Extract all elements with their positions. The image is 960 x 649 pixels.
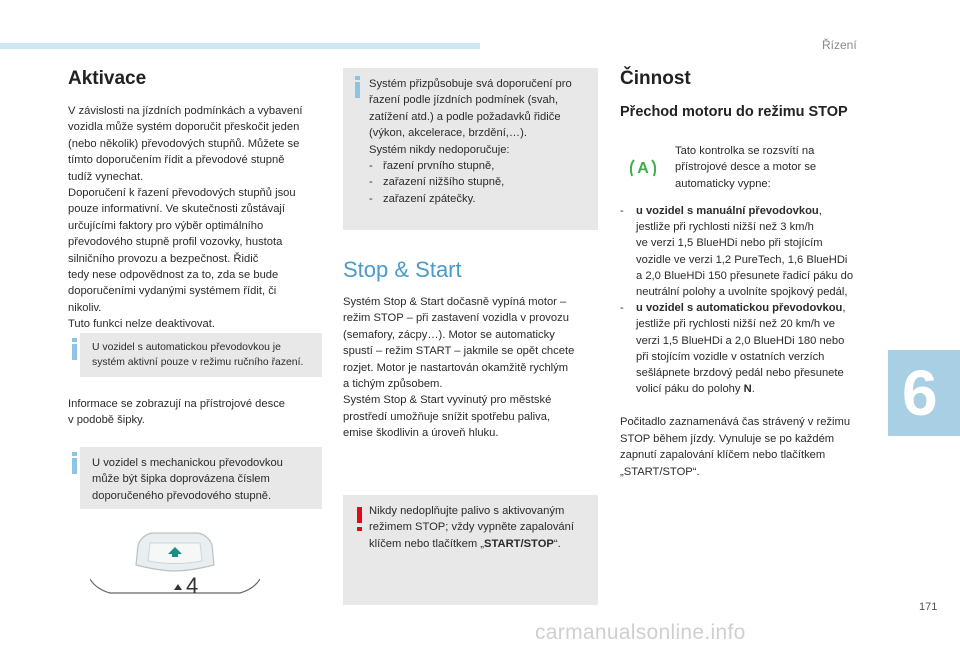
page-number: 171 — [919, 601, 938, 613]
stop-start-indicator-icon — [628, 154, 658, 178]
list-item: - u vozidel s automatickou převodovkou, jestliže při rychlosti nižší než 20 km/h ve verzi 1,5 BlueHDi a 2,0 BlueHDi 180 nebo při stojícím vozidle v ostatních verzích sešlápnete brzdový pedál nebo přesunete volicí páku do polohy N. — [620, 300, 882, 397]
info-block — [68, 396, 330, 429]
warning-text-main: Nikdy nedoplňujte palivo s aktivovaným režimem STOP; vždy vypněte zapalování klíčem nebo tlačítkem „ — [369, 505, 574, 550]
watermark: carmanualsonline.info — [535, 621, 746, 644]
section-title-stop-start: Stop & Start — [343, 257, 462, 282]
dashboard-outline — [90, 579, 260, 593]
note-automatic-text: U vozidel s automatickou převodovkou je systém aktivní pouze v režimu ručního řazení. — [92, 342, 304, 368]
warning-icon — [357, 507, 362, 523]
note-manual — [80, 447, 322, 509]
list-item: - řazení prvního stupně, — [369, 158, 590, 174]
left-column — [68, 68, 330, 333]
indicator-description — [675, 143, 880, 192]
note-automatic — [80, 333, 322, 377]
note-manual-text: U vozidel s mechanickou převodovkou může být šipka doprovázena číslem doporučeného převodového stupně. — [92, 457, 283, 502]
list-item: - u vozidel s manuální převodovkou, jestliže při rychlosti nižší než 3 km/h ve verzi 1,5 BlueHDi nebo při stojícím vozidle ve verzi 1,2 PureTech, 1,6 BlueHDi a 2,0 BlueHDi 150 přesunete řadicí páku do neutrální polohy a uvolníte spojkový pedál, — [620, 203, 882, 300]
counter-text: Počitadlo zaznamenává čas strávený v režimu STOP během jízdy. Vynuluje se po každém zapnutí zapalování klíčem nebo tlačítkem „START/STOP“. — [620, 416, 851, 478]
info-icon — [72, 344, 77, 360]
list-item: - zařazení zpátečky. — [369, 191, 590, 207]
indicator-letter: A — [637, 160, 649, 177]
subsection-title: Přechod motoru do režimu STOP — [620, 104, 848, 120]
gear-indicator-illustration — [90, 527, 260, 605]
warning-text-end: “. — [553, 537, 561, 550]
info-text: Informace se zobrazují na přístrojové desce v podobě šipky. — [68, 398, 286, 427]
shift-arrow-stem — [172, 554, 178, 557]
stop-start-body: Systém Stop & Start dočasně vypíná motor – režim STOP – při zastavení vozidla v provozu (semafory, zácpy…). Motor se automaticky spustí – režim START – jakmile se opět chcete rozjet. Motor je nastartován okamžitě rychlým a tichým způsobem. Systém Stop & Start vyvinutý pro městské prostředí umožňuje snížit spotřebu paliva, emise škodlivin a úroveň hluku. — [343, 296, 575, 440]
chapter-tab — [888, 350, 960, 436]
section-title-aktivace: Aktivace — [68, 68, 147, 89]
note-system-intro: Systém přizpůsobuje svá doporučení pro řazení podle jízdních podmínek (svah, zatížení atd.) a podle požadavků řidiče (výkon, akcelerace, brzdění,…). Systém nikdy nedoporučuje: — [369, 78, 572, 156]
warning-button-name: START/STOP — [484, 537, 554, 550]
list-item: - zařazení nižšího stupně, — [369, 174, 590, 190]
gear-number: 4 — [186, 573, 199, 598]
stop-start-section — [343, 257, 605, 442]
chapter-number: 6 — [902, 357, 938, 429]
warning-box — [343, 495, 598, 605]
info-icon — [355, 82, 360, 98]
aktivace-body: V závislosti na jízdních podmínkách a vybavení vozidla může systém doporučit přeskočit jeden (nebo několik) převodových stupňů. Můžete se tímto doporučením řídit a převodové stupně tudíž vynechat. Doporučení k řazení převodových stupňů jsou pouze informativní. Ve skutečnosti zůstávají určujícími faktory pro výběr optimálního převodového stupně profil vozovky, hustota silničního provozu a bezpečnost. Řidič tedy nese odpovědnost za to, zda se bude doporučeními vydanými systémem řídit, či nikoliv. Tuto funkci nelze deaktivovat. — [68, 105, 303, 331]
section-label: Řízení — [822, 38, 857, 52]
right-column — [620, 68, 882, 120]
header-bar — [0, 43, 480, 49]
conditions-list — [620, 203, 882, 480]
note-system — [343, 68, 598, 230]
info-icon — [72, 458, 77, 474]
section-title-cinnost: Činnost — [620, 68, 691, 89]
warning-text — [369, 503, 590, 552]
small-arrow-icon — [174, 584, 182, 590]
indicator-text: Tato kontrolka se rozsvítí na přístrojové desce a motor se automaticky vypne: — [675, 145, 817, 190]
